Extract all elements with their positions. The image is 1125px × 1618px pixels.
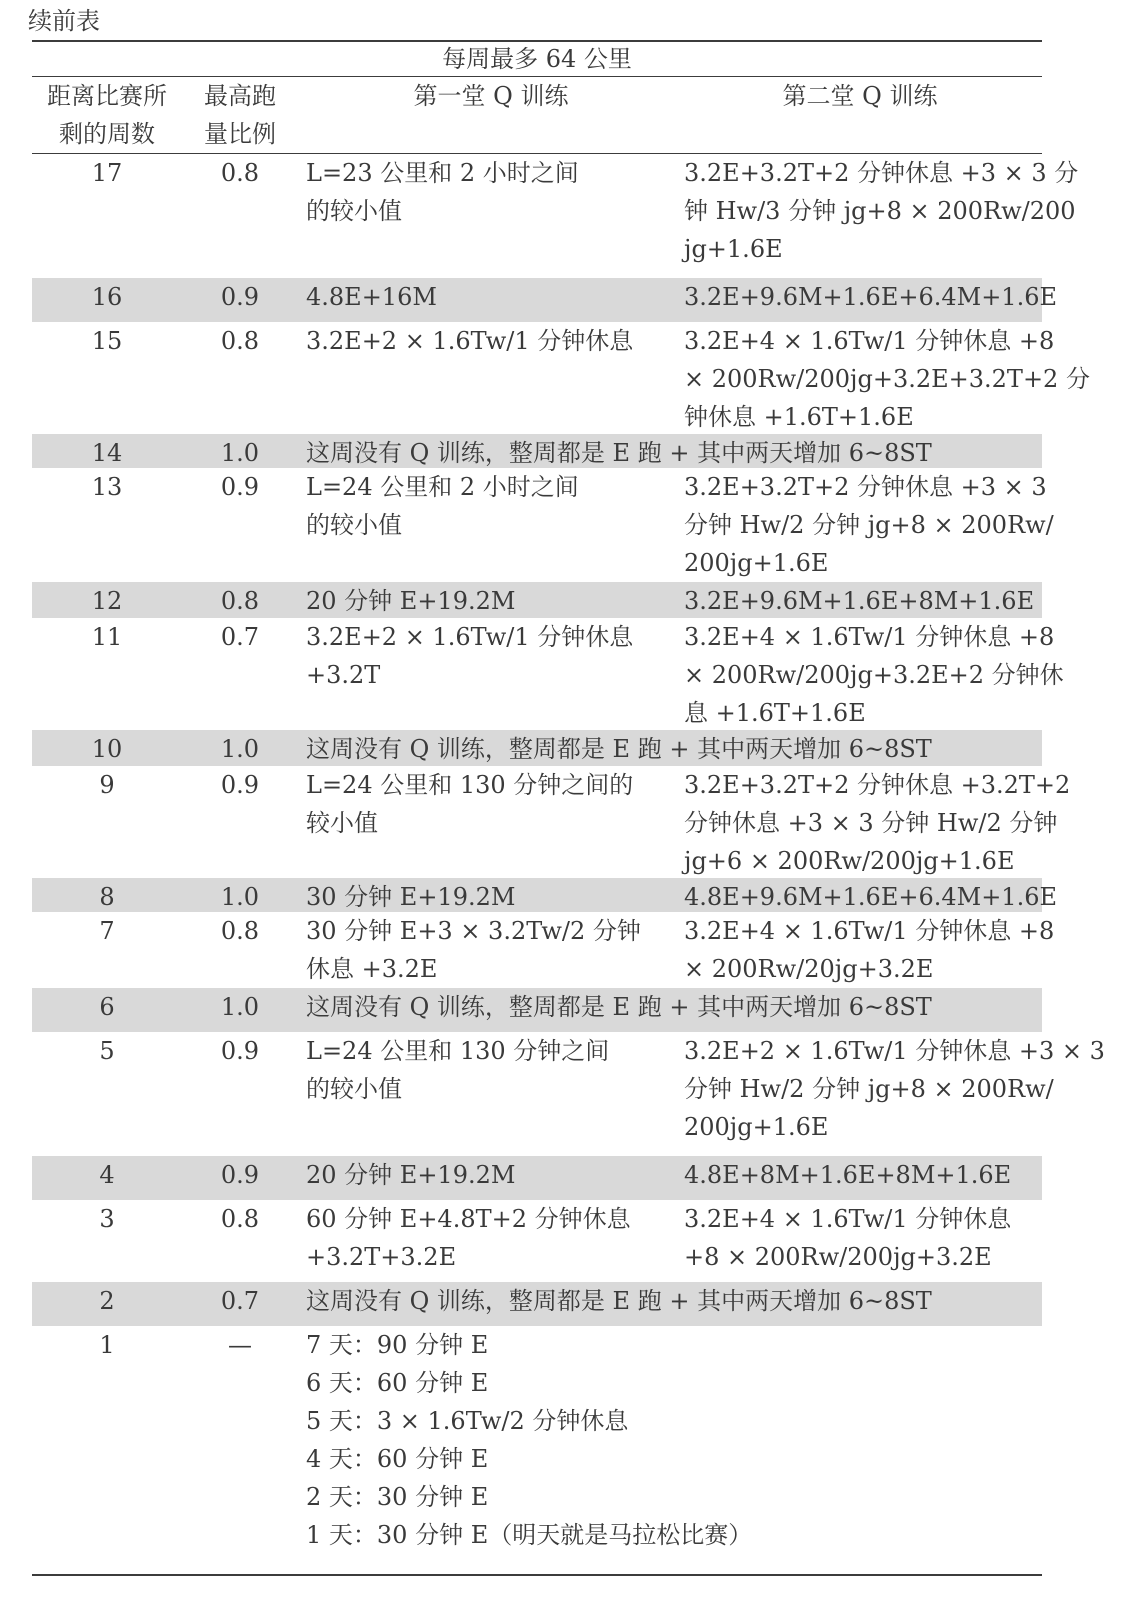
- q2-cell-line: 3.2E+2 × 1.6Tw/1 分钟休息 +3 × 3: [684, 1037, 1105, 1065]
- q2-cell-line: × 200Rw/200jg+3.2E+2 分钟休: [684, 661, 1064, 689]
- table-row: [32, 766, 1071, 878]
- q2-cell-line: 3.2E+4 × 1.6Tw/1 分钟休息 +8: [684, 623, 1055, 651]
- q1-cell: [306, 912, 676, 988]
- q1-cell-line: +3.2T+3.2E: [306, 1243, 457, 1271]
- q1-cell: [306, 322, 676, 360]
- q2-cell-line: 200jg+1.6E: [684, 1113, 829, 1141]
- table-row: [32, 278, 1057, 322]
- q2-cell-line: 分钟休息 +3 × 3 分钟 Hw/2 分钟: [684, 809, 1058, 837]
- q2-cell-line: 3.2E+4 × 1.6Tw/1 分钟休息 +8: [684, 327, 1055, 355]
- q1-cell: [306, 766, 676, 842]
- table-caption: 每周最多 64 公里: [32, 40, 1042, 77]
- weeks-cell: 3: [99, 1205, 115, 1233]
- q1-cell: [306, 1156, 676, 1194]
- q1-cell-line: L=24 公里和 130 分钟之间的: [306, 771, 634, 799]
- q2-cell-line: 分钟 Hw/2 分钟 jg+8 × 200Rw/: [684, 1075, 1054, 1103]
- q1-cell-line: +3.2T: [306, 661, 381, 689]
- ratio-cell: 0.7: [220, 1287, 260, 1315]
- q1-cell-line: 7 天：90 分钟 E: [306, 1331, 489, 1359]
- header-q2: 第二堂 Q 训练: [782, 82, 938, 110]
- weeks-cell: 16: [91, 283, 123, 311]
- q2-cell-line: 钟 Hw/3 分钟 jg+8 × 200Rw/200: [684, 197, 1076, 225]
- ratio-cell: 0.8: [220, 917, 260, 945]
- q2-cell-line: jg+6 × 200Rw/200jg+1.6E: [684, 847, 1015, 875]
- q2-cell-line: 3.2E+4 × 1.6Tw/1 分钟休息 +8: [684, 917, 1055, 945]
- weeks-cell: 14: [91, 439, 123, 467]
- q1-cell-line: 的较小值: [306, 197, 402, 225]
- header-ratio-line2: 量比例: [204, 120, 276, 148]
- header-ratio-line1: 最高跑: [204, 82, 276, 110]
- ratio-cell: 0.8: [220, 327, 260, 355]
- table-row: [32, 618, 1064, 730]
- table-row: [32, 1032, 1105, 1156]
- q2-cell-line: × 200Rw/200jg+3.2E+3.2T+2 分: [684, 365, 1090, 393]
- q2-cell-line: 3.2E+9.6M+1.6E+6.4M+1.6E: [684, 283, 1057, 311]
- training-table: [32, 40, 1105, 1574]
- table-row: [32, 1156, 1042, 1200]
- q1-cell: [306, 618, 676, 694]
- weeks-cell: 6: [99, 993, 115, 1021]
- weeks-cell: 5: [99, 1037, 115, 1065]
- q2-cell-line: 3.2E+3.2T+2 分钟休息 +3 × 3: [684, 473, 1047, 501]
- no-q-training-note: 这周没有 Q 训练，整周都是 E 跑 + 其中两天增加 6~8ST: [306, 1287, 932, 1315]
- q2-cell-line: 3.2E+3.2T+2 分钟休息 +3.2T+2: [684, 771, 1071, 799]
- ratio-cell: 0.7: [220, 623, 260, 651]
- q1-cell-line: L=24 公里和 2 小时之间: [306, 473, 579, 501]
- continued-label: 续前表: [28, 7, 100, 35]
- q2-cell-line: +8 × 200Rw/200jg+3.2E: [684, 1243, 992, 1271]
- table-row: [32, 468, 1054, 582]
- table-bottom-rule: [32, 1574, 1042, 1576]
- q1-cell-line: 60 分钟 E+4.8T+2 分钟休息: [306, 1205, 631, 1233]
- q2-cell: [684, 278, 1057, 316]
- q1-cell: [306, 1032, 676, 1108]
- q1-cell-line: 2 天：30 分钟 E: [306, 1483, 489, 1511]
- ratio-cell: 0.9: [220, 283, 260, 311]
- ratio-cell: 1.0: [220, 993, 260, 1021]
- ratio-cell: 0.9: [220, 1037, 260, 1065]
- ratio-cell: 0.9: [220, 1161, 260, 1189]
- ratio-cell: 0.8: [220, 159, 260, 187]
- table-row: [32, 1200, 1042, 1282]
- weeks-cell: 15: [91, 327, 123, 355]
- weeks-cell: 11: [91, 623, 123, 651]
- q1-cell-line: 较小值: [306, 809, 378, 837]
- table-body: [32, 154, 1105, 1574]
- table-row: [32, 878, 1057, 912]
- weeks-cell: 13: [91, 473, 123, 501]
- q2-cell-line: × 200Rw/20jg+3.2E: [684, 955, 934, 983]
- q1-cell-line: 30 分钟 E+19.2M: [306, 883, 516, 911]
- ratio-cell: 0.9: [220, 473, 260, 501]
- q1-cell: [306, 878, 676, 916]
- table-header: [32, 77, 1042, 154]
- q2-cell: [684, 1200, 1036, 1276]
- header-weeks: [32, 77, 182, 153]
- q1-cell-line: 休息 +3.2E: [306, 955, 438, 983]
- q1-cell: [306, 1200, 676, 1276]
- q2-cell: [684, 1032, 1105, 1146]
- header-ratio: [192, 77, 288, 153]
- weeks-cell: 7: [99, 917, 115, 945]
- q2-cell: [684, 618, 1064, 732]
- q2-cell-line: 3.2E+9.6M+1.6E+8M+1.6E: [684, 587, 1035, 615]
- no-q-training-note: 这周没有 Q 训练，整周都是 E 跑 + 其中两天增加 6~8ST: [306, 735, 932, 763]
- q1-cell: [306, 278, 676, 316]
- q1-cell-line: 6 天：60 分钟 E: [306, 1369, 489, 1397]
- header-weeks-line2: 剩的周数: [59, 120, 155, 148]
- table-row: [32, 154, 1079, 278]
- q2-cell-line: 3.2E+3.2T+2 分钟休息 +3 × 3 分: [684, 159, 1079, 187]
- q1-cell: [306, 154, 676, 230]
- table-row: [32, 1326, 1042, 1574]
- q1-cell: [306, 1326, 753, 1554]
- table-row: [32, 1282, 1042, 1326]
- q2-cell-line: 4.8E+9.6M+1.6E+6.4M+1.6E: [684, 883, 1057, 911]
- header-q1: 第一堂 Q 训练: [413, 82, 569, 110]
- q1-cell-line: 3.2E+2 × 1.6Tw/1 分钟休息: [306, 623, 634, 651]
- q1-cell-line: 30 分钟 E+3 × 3.2Tw/2 分钟: [306, 917, 641, 945]
- table-row: [32, 988, 1042, 1032]
- q1-cell-line: L=23 公里和 2 小时之间: [306, 159, 579, 187]
- weeks-cell: 8: [99, 883, 115, 911]
- weeks-cell: 17: [91, 159, 123, 187]
- q2-cell: [684, 912, 1055, 988]
- no-q-training-note: 这周没有 Q 训练，整周都是 E 跑 + 其中两天增加 6~8ST: [306, 439, 932, 467]
- ratio-cell: 1.0: [220, 735, 260, 763]
- q2-cell: [684, 154, 1079, 268]
- q2-cell-line: jg+1.6E: [684, 235, 783, 263]
- q2-cell: [684, 468, 1054, 582]
- q1-cell: [306, 582, 676, 620]
- ratio-cell: 0.9: [220, 771, 260, 799]
- weeks-cell: 12: [91, 587, 123, 615]
- q2-cell: [684, 878, 1057, 916]
- weeks-cell: 9: [99, 771, 115, 799]
- q2-cell: [684, 582, 1036, 620]
- weeks-cell: 1: [99, 1331, 115, 1359]
- q2-cell: [684, 322, 1090, 436]
- ratio-cell: 1.0: [220, 883, 260, 911]
- table-row: [32, 730, 1042, 766]
- weeks-cell: 2: [99, 1287, 115, 1315]
- q2-cell-line: 分钟 Hw/2 分钟 jg+8 × 200Rw/: [684, 511, 1054, 539]
- no-q-training-note: 这周没有 Q 训练，整周都是 E 跑 + 其中两天增加 6~8ST: [306, 993, 932, 1021]
- q1-cell-line: 的较小值: [306, 1075, 402, 1103]
- table-row: [32, 322, 1090, 434]
- q2-cell-line: 钟休息 +1.6T+1.6E: [684, 403, 914, 431]
- q2-cell: [684, 766, 1071, 880]
- ratio-cell: —: [228, 1331, 252, 1359]
- table-row: [32, 582, 1042, 618]
- q2-cell-line: 3.2E+4 × 1.6Tw/1 分钟休息: [684, 1205, 1012, 1233]
- q1-cell-line: 1 天：30 分钟 E（明天就是马拉松比赛）: [306, 1521, 753, 1549]
- ratio-cell: 1.0: [220, 439, 260, 467]
- q1-cell-line: 4.8E+16M: [306, 283, 437, 311]
- q1-cell-line: 的较小值: [306, 511, 402, 539]
- q1-cell-line: 20 分钟 E+19.2M: [306, 587, 516, 615]
- q1-cell-line: L=24 公里和 130 分钟之间: [306, 1037, 610, 1065]
- q2-cell-line: 4.8E+8M+1.6E+8M+1.6E: [684, 1161, 1012, 1189]
- q1-cell-line: 5 天：3 × 1.6Tw/2 分钟休息: [306, 1407, 629, 1435]
- weeks-cell: 10: [91, 735, 123, 763]
- q1-cell: [306, 468, 676, 544]
- header-weeks-line1: 距离比赛所: [47, 82, 167, 110]
- q1-cell-line: 4 天：60 分钟 E: [306, 1445, 489, 1473]
- weeks-cell: 4: [99, 1161, 115, 1189]
- table-row: [32, 912, 1055, 988]
- q1-cell-line: 3.2E+2 × 1.6Tw/1 分钟休息: [306, 327, 634, 355]
- q2-cell-line: 200jg+1.6E: [684, 549, 829, 577]
- ratio-cell: 0.8: [220, 1205, 260, 1233]
- q2-cell: [684, 1156, 1036, 1194]
- ratio-cell: 0.8: [220, 587, 260, 615]
- q2-cell-line: 息 +1.6T+1.6E: [684, 699, 866, 727]
- table-row: [32, 434, 1042, 468]
- q1-cell-line: 20 分钟 E+19.2M: [306, 1161, 516, 1189]
